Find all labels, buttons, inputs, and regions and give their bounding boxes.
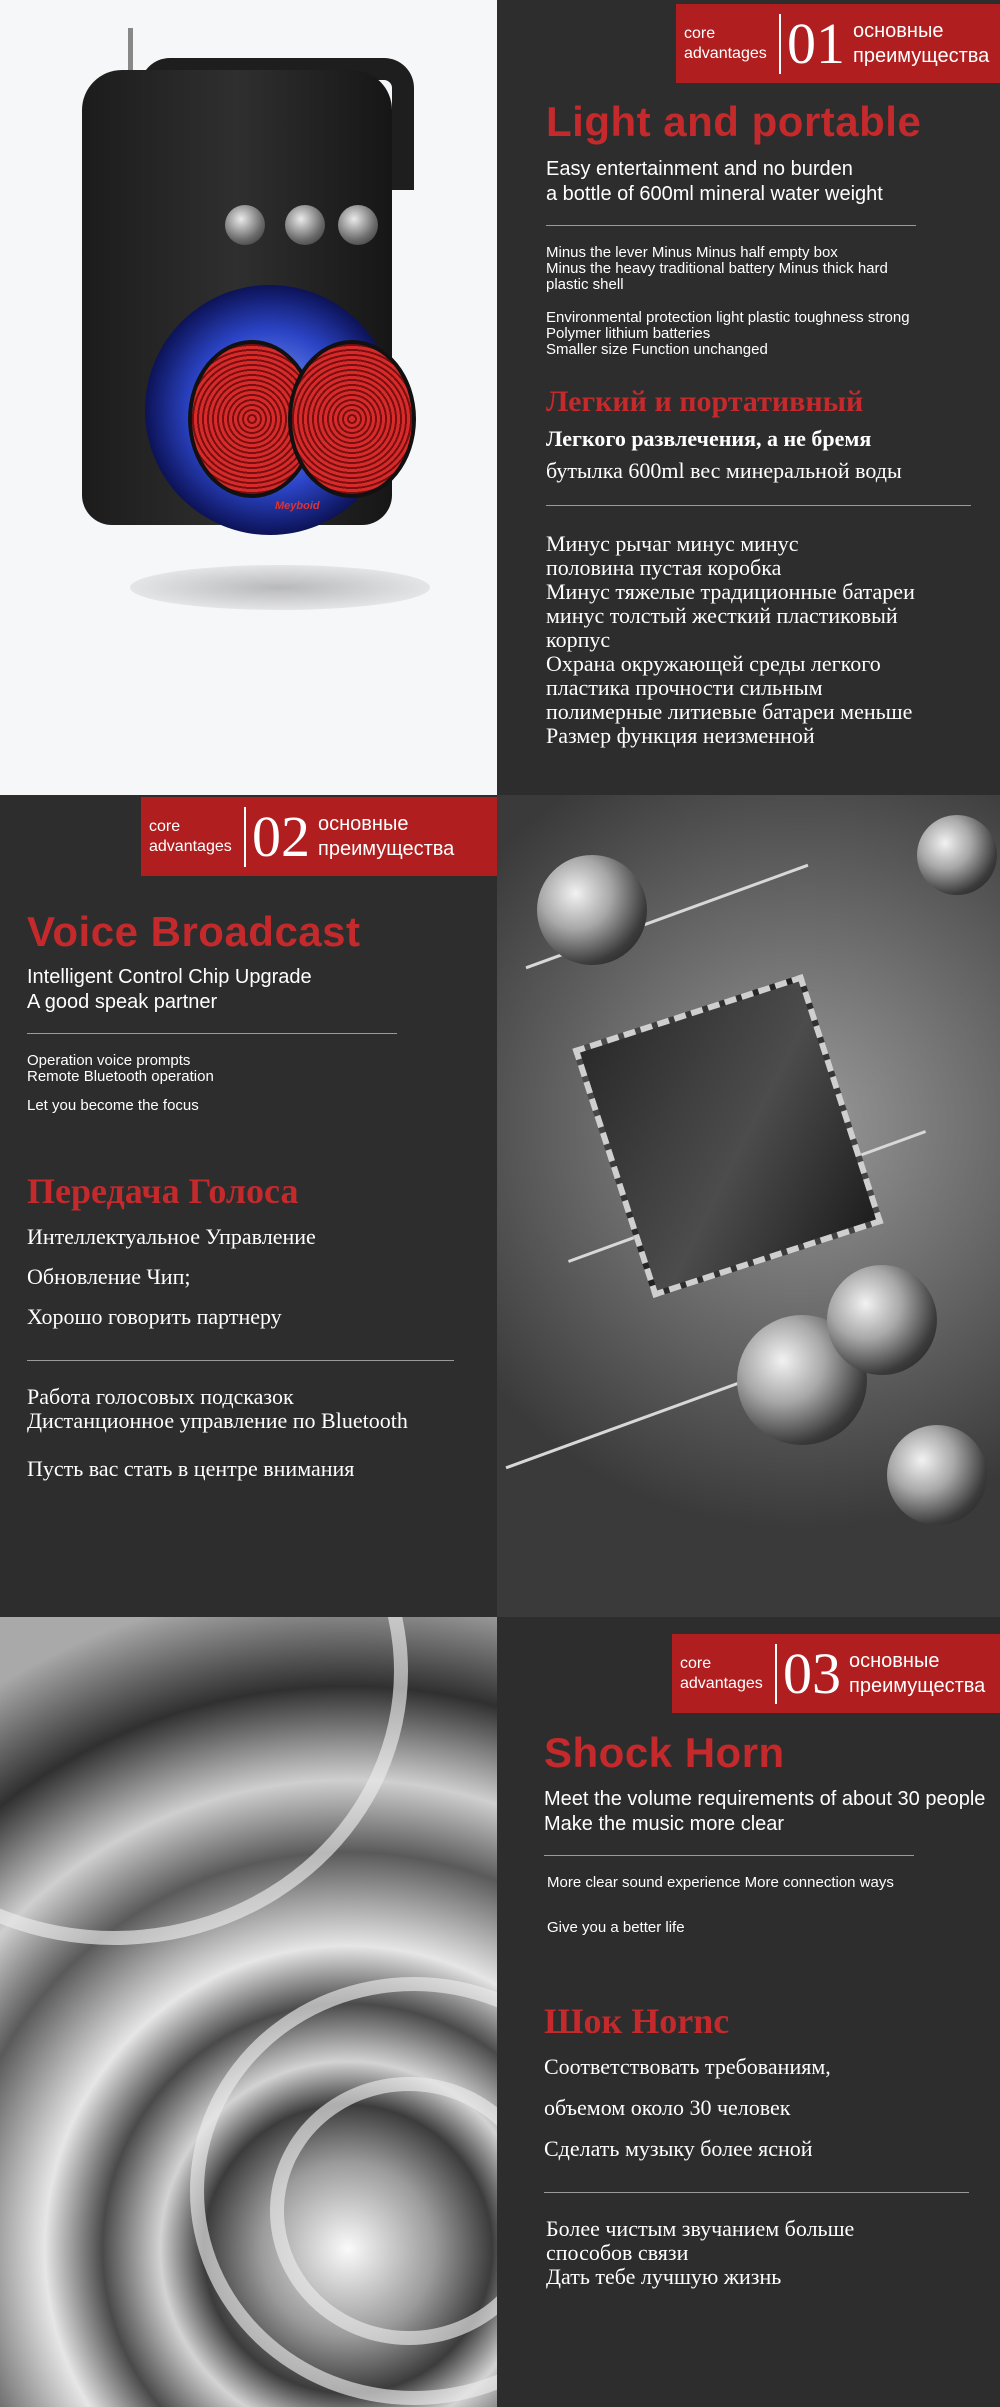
knob-icon	[338, 205, 378, 245]
divider	[546, 505, 971, 506]
section-badge-02	[141, 797, 497, 876]
ru-line: Интеллектуальное Управление	[27, 1224, 316, 1249]
section-title-ru: Шок Hornс	[544, 2001, 730, 2041]
feature-line: Minus the lever Minus Minus half empty box	[546, 244, 838, 261]
ru-line: Обновление Чип;	[27, 1264, 191, 1289]
badge-number: 03	[783, 1640, 841, 1706]
ru-line: Охрана окружающей среды легкого	[546, 651, 881, 676]
subtitle-line: Meet the volume requirements of about 30 people	[544, 1788, 986, 1810]
badge-core-label: core advantages	[149, 817, 232, 855]
capacitor	[827, 1265, 937, 1375]
ru-line: Сделать музыку более ясной	[544, 2136, 813, 2161]
ru-line: способов связи	[546, 2240, 689, 2265]
feature-line: Polymer lithium batteries	[546, 325, 711, 342]
ru-line: Дистанционное управление по Bluetooth	[27, 1408, 408, 1433]
ru-line: Соответствовать требованиям,	[544, 2054, 831, 2079]
ru-line: половина пустая коробка	[546, 555, 782, 580]
right-grille	[288, 340, 416, 498]
knob-icon	[225, 205, 265, 245]
section-title-ru: Передача Голоса	[27, 1171, 299, 1211]
divider	[544, 1855, 914, 1856]
ru-line: минус толстый жесткий пластиковый	[546, 603, 898, 628]
section-title-ru: Легкий и портативный	[546, 385, 864, 418]
section2-text-panel	[0, 795, 497, 1617]
feature-line: Remote Bluetooth operation	[27, 1068, 214, 1085]
ru-line: объемом около 30 человек	[544, 2095, 791, 2120]
badge-divider	[244, 807, 246, 867]
product-brand: Meyboid	[275, 500, 320, 512]
divider	[27, 1033, 397, 1034]
ru-line: Более чистым звучанием больше	[546, 2216, 855, 2241]
subtitle-line: a bottle of 600ml mineral water weight	[546, 183, 883, 205]
microchip	[572, 974, 883, 1298]
ru-subtitle-line: Легкого развлечения, а не бремя	[546, 426, 872, 451]
section-title-en: Voice Broadcast	[27, 908, 361, 955]
ru-line: Размер функция неизменной	[546, 723, 815, 748]
badge-divider	[779, 14, 781, 74]
feature-line: Operation voice prompts	[27, 1052, 191, 1069]
feature-line: plastic shell	[546, 276, 624, 293]
circuit-board-image	[497, 795, 1000, 1617]
ru-line: корпус	[546, 627, 611, 652]
capacitor	[537, 855, 647, 965]
section-badge-01	[676, 4, 1000, 83]
ru-subtitle-line: бутылка 600ml вес минеральной воды	[546, 458, 902, 483]
divider	[546, 225, 916, 226]
capacitor	[917, 815, 997, 895]
section-title-en: Light and portable	[546, 98, 922, 145]
subtitle-line: Intelligent Control Chip Upgrade	[27, 966, 312, 988]
badge-core-label: core advantages	[680, 1654, 763, 1692]
section3-text-panel	[497, 1617, 1000, 2407]
badge-ru-label: основные преимущества	[318, 812, 455, 860]
product-photo-panel	[0, 0, 497, 795]
feature-line: Smaller size Function unchanged	[546, 341, 768, 358]
subtitle-line: A good speak partner	[27, 991, 218, 1013]
ru-line: Минус тяжелые традиционные батареи	[546, 579, 915, 604]
speaker-cone-image	[0, 1617, 497, 2407]
divider	[544, 2192, 969, 2193]
badge-core-label: core advantages	[684, 24, 767, 62]
badge-ru-label: основные преимущества	[849, 1649, 986, 1697]
ru-line: пластика прочности сильным	[546, 675, 823, 700]
capacitor	[887, 1425, 987, 1525]
badge-number: 01	[787, 10, 845, 76]
ru-line: Дать тебе лучшую жизнь	[546, 2264, 782, 2289]
badge-number: 02	[252, 803, 310, 869]
ru-line: Хорошо говорить партнеру	[27, 1304, 282, 1329]
knob-icon	[285, 205, 325, 245]
divider	[27, 1360, 454, 1361]
ru-line: Работа голосовых подсказок	[27, 1384, 294, 1409]
ru-line: полимерные литиевые батареи меньше	[546, 699, 913, 724]
subtitle-line: Easy entertainment and no burden	[546, 158, 853, 180]
section-title-en: Shock Horn	[544, 1729, 785, 1776]
subtitle-line: Make the music more clear	[544, 1813, 785, 1835]
feature-line: Minus the heavy traditional battery Minus thick hard	[546, 260, 888, 277]
feature-line: Environmental protection light plastic toughness strong	[546, 309, 910, 326]
feature-line: More clear sound experience More connection ways	[547, 1874, 894, 1891]
feature-line: Give you a better life	[547, 1919, 685, 1936]
feature-line: Let you become the focus	[27, 1097, 199, 1114]
section1-text-panel	[497, 0, 1000, 795]
ru-line: Минус рычаг минус минус	[546, 531, 799, 556]
ru-line: Пусть вас стать в центре внимания	[27, 1456, 355, 1481]
badge-ru-label: основные преимущества	[853, 19, 990, 67]
product-shadow	[130, 565, 430, 610]
section-badge-03	[672, 1634, 1000, 1713]
cone-ring	[0, 1617, 408, 1945]
badge-divider	[775, 1644, 777, 1704]
